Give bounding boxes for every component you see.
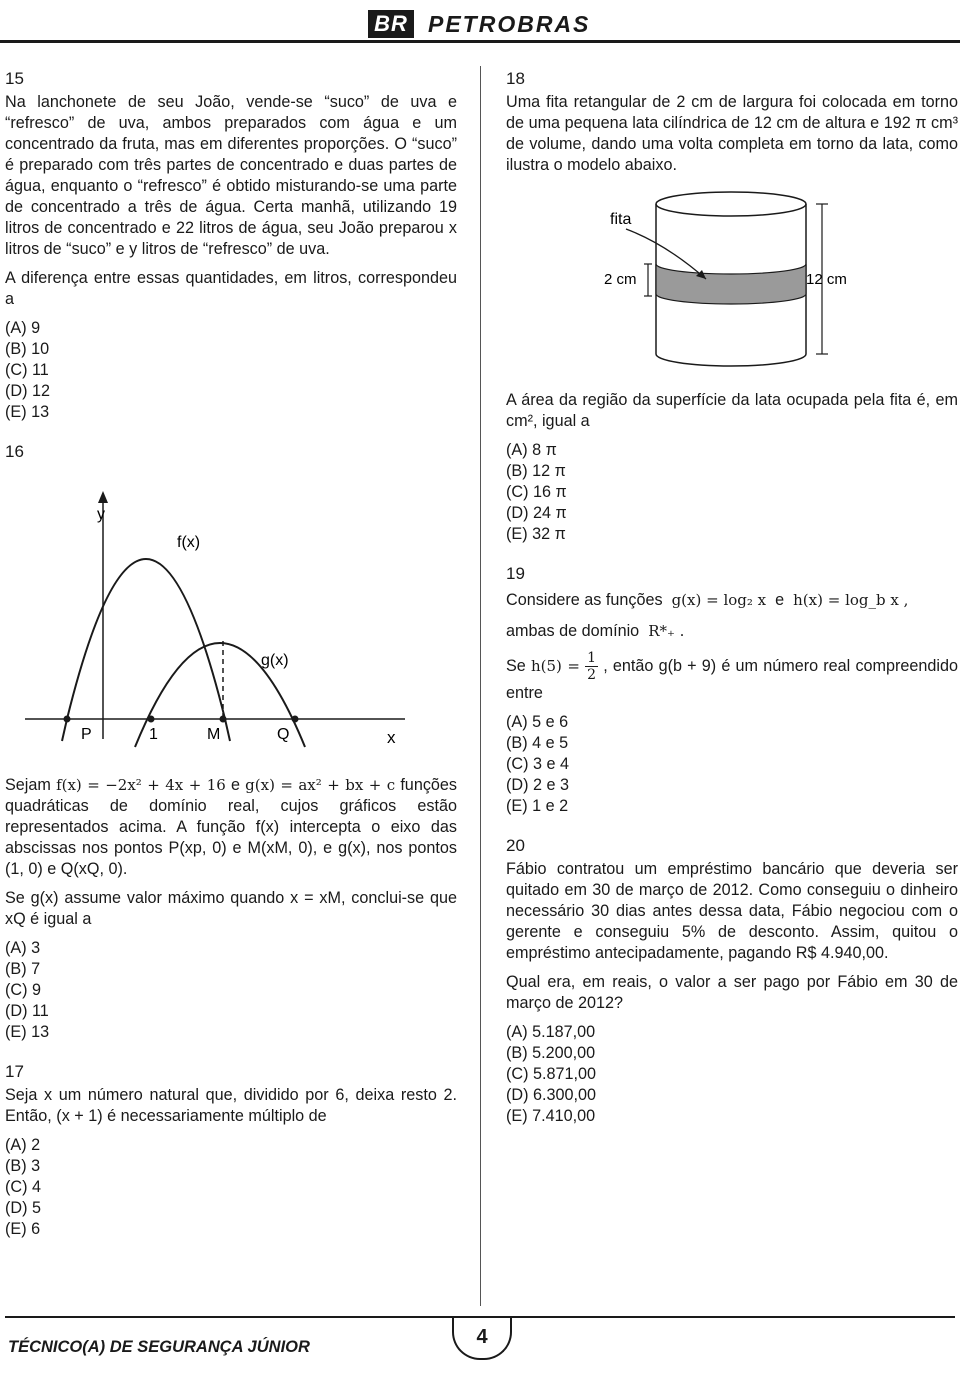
conjunction: e (775, 591, 785, 609)
page-number: 4 (452, 1318, 512, 1360)
option-d[interactable]: (D) 6.300,00 (506, 1086, 596, 1104)
option-e[interactable]: (E) 32 π (506, 525, 566, 543)
f-expression: f(x) = −2x² + 4x + 16 (56, 776, 226, 794)
fita-band (656, 264, 806, 304)
option-a[interactable]: (A) 3 (5, 939, 41, 957)
option-e[interactable]: (E) 6 (5, 1220, 41, 1238)
cylinder-top (656, 192, 806, 216)
x-label: x (387, 728, 396, 747)
options-list (506, 712, 958, 817)
option-d[interactable]: (D) 11 (5, 1002, 49, 1020)
right-column (506, 68, 958, 1127)
option-e[interactable]: (E) 13 (5, 403, 50, 421)
question-prompt: Se g(x) assume valor máximo quando x = xM, conclui-se que xQ é igual a (5, 889, 457, 928)
question-20 (506, 835, 958, 1127)
one-label: 1 (149, 726, 158, 743)
question-text (5, 775, 457, 880)
parabola-graph (5, 469, 457, 769)
se-word: Se (506, 656, 526, 675)
f-label: f(x) (177, 534, 201, 551)
point-p (64, 716, 71, 723)
options-list (5, 1135, 457, 1240)
cylinder-bottom (656, 354, 806, 366)
question-prompt: Qual era, em reais, o valor a ser pago por Fábio em 30 de março de 2012? (506, 973, 958, 1012)
options-list (5, 318, 457, 423)
option-a[interactable]: (A) 8 π (506, 441, 557, 459)
h5-expression: h(5) = (531, 656, 580, 675)
question-17 (5, 1061, 457, 1240)
option-c[interactable]: (C) 9 (5, 981, 41, 999)
question-number: 20 (506, 836, 525, 855)
petrobras-wordmark: PETROBRAS (428, 11, 591, 37)
point-q (292, 716, 299, 723)
one-half-fraction (585, 650, 598, 683)
point-one (148, 716, 155, 723)
m-label: M (207, 726, 221, 743)
domain-set: R*₊ . (648, 622, 685, 640)
intro-text: Considere as funções (506, 591, 663, 609)
g-label: g(x) (261, 652, 289, 669)
f-curve (67, 559, 225, 719)
options-list (506, 440, 958, 545)
option-a[interactable]: (A) 2 (5, 1136, 41, 1154)
option-d[interactable]: (D) 12 (5, 382, 50, 400)
option-d[interactable]: (D) 2 e 3 (506, 776, 569, 794)
column-divider (480, 66, 481, 1306)
point-m (220, 716, 227, 723)
question-number: 15 (5, 69, 24, 88)
question-text: Uma fita retangular de 2 cm de largura foi colocada em torno de uma pequena lata cilíndrica de 12 cm de altura e 192 π cm³ de volume, dando uma volta completa em torno da lata, como ilustra o modelo abaixo. (506, 93, 958, 174)
option-d[interactable]: (D) 5 (5, 1199, 41, 1217)
left-column (5, 68, 457, 1240)
option-e[interactable]: (E) 7.410,00 (506, 1107, 596, 1125)
p-label: P (81, 726, 92, 743)
question-text-rest: funções quadráticas de domínio real, cujos gráficos estão representados acima. A função f(x) intercepta o eixo das abscissas nos pontos P(xp, 0) e M(xM, 0), e g(x), nos pontos (1, 0) e Q(xQ, 0). (5, 776, 458, 878)
y-label: y (97, 506, 105, 523)
page-header (0, 0, 960, 44)
question-text: Fábio contratou um empréstimo bancário que deveria ser quitado em 30 de março de 2012. Como conseguiu o dinheiro necessário 30 dias antes dessa data, Fábio negociou com o gerente e conseguiu 5% de desconto. Assim, quitou o empréstimo antecipadamente, pagando R$ 4.940,00. (506, 860, 958, 962)
option-b[interactable]: (B) 7 (5, 960, 41, 978)
question-text: Seja x um número natural que, dividido por 6, deixa resto 2. Então, (x + 1) é necessariamente múltiplo de (5, 1086, 457, 1125)
options-list (5, 938, 457, 1043)
conjunction: e (230, 776, 240, 794)
condition-rest: , então g(b + 9) é um número real compreendido entre (506, 656, 959, 702)
option-b[interactable]: (B) 5.200,00 (506, 1044, 596, 1062)
header-rule (0, 40, 960, 43)
fita-label: fita (610, 211, 632, 228)
domain-label: ambas de domínio (506, 622, 640, 640)
question-number: 19 (506, 564, 525, 583)
question-number: 17 (5, 1062, 24, 1081)
width-label: 2 cm (604, 271, 637, 288)
footer-title: TÉCNICO(A) DE SEGURANÇA JÚNIOR (8, 1338, 310, 1356)
option-c[interactable]: (C) 5.871,00 (506, 1065, 596, 1083)
fraction-denominator: 2 (587, 667, 597, 683)
option-b[interactable]: (B) 10 (5, 340, 50, 358)
question-prompt: A diferença entre essas quantidades, em litros, correspondeu a (5, 269, 457, 308)
option-e[interactable]: (E) 13 (5, 1023, 50, 1041)
option-d[interactable]: (D) 24 π (506, 504, 567, 522)
br-logo: BR (368, 10, 414, 38)
question-16 (5, 441, 457, 1043)
option-b[interactable]: (B) 3 (5, 1157, 41, 1175)
domain-text (506, 621, 958, 642)
g-expression: g(x) = ax² + bx + c (245, 776, 396, 794)
y-axis-arrow (98, 491, 108, 503)
question-number: 18 (506, 69, 525, 88)
question-text (506, 587, 958, 613)
option-a[interactable]: (A) 5 e 6 (506, 713, 569, 731)
question-text: Na lanchonete de seu João, vende-se “suco” de uva e “refresco” de uva, ambos preparados com água e um concentrado da fruta, mas em diferentes proporções. O “suco” é preparado com três partes de concentrado e duas partes de água, enquanto o “refresco” é obtido misturando-se uma parte de concentrado a três de água. Certa manhã, utilizando 19 litros de concentrado e 22 litros de água, seu João preparou x litros de “suco” e y litros de “refresco” de uva. (5, 93, 457, 258)
question-prompt: A área da região da superfície da lata ocupada pela fita é, em cm², igual a (506, 391, 958, 430)
q-label: Q (277, 726, 290, 743)
fraction-numerator: 1 (587, 650, 597, 666)
height-label: 12 cm (806, 271, 847, 288)
cylinder-figure (506, 184, 958, 384)
options-list (506, 1022, 958, 1127)
option-c[interactable]: (C) 4 (5, 1178, 41, 1196)
g-expression: g(x) = log₂ x (671, 591, 767, 609)
question-15 (5, 68, 457, 423)
condition-text (506, 650, 958, 704)
option-e[interactable]: (E) 1 e 2 (506, 797, 569, 815)
option-c[interactable]: (C) 11 (5, 361, 49, 379)
sejam-word: Sejam (5, 776, 51, 794)
option-b[interactable]: (B) 12 π (506, 462, 566, 480)
option-c[interactable]: (C) 16 π (506, 483, 567, 501)
question-number: 16 (5, 442, 24, 461)
option-c[interactable]: (C) 3 e 4 (506, 755, 569, 773)
option-a[interactable]: (A) 9 (5, 319, 41, 337)
option-b[interactable]: (B) 4 e 5 (506, 734, 569, 752)
question-18 (506, 68, 958, 545)
h-expression: h(x) = log_b x , (793, 591, 909, 609)
question-19 (506, 563, 958, 817)
f-curve-tail (225, 719, 230, 741)
option-a[interactable]: (A) 5.187,00 (506, 1023, 596, 1041)
